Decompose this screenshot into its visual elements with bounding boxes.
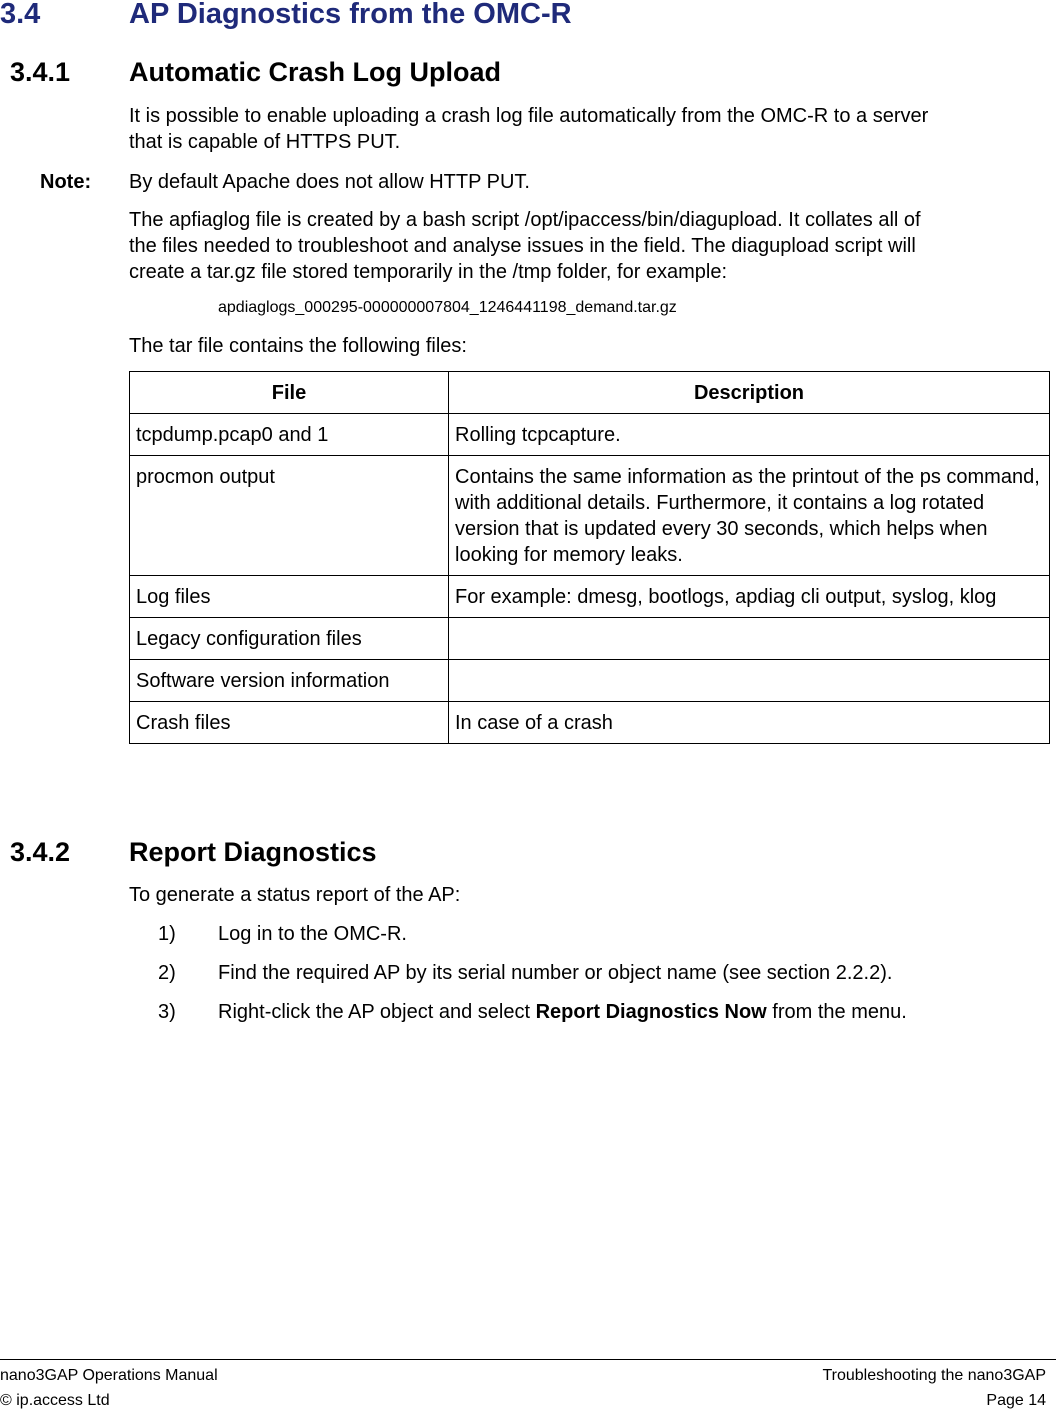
table-row xyxy=(130,456,1050,576)
table-header-file: File xyxy=(130,372,449,414)
subsection-number: 3.4.2 xyxy=(10,837,71,867)
table-cell-file: Log files xyxy=(130,576,449,618)
footer-copyright: © ip.access Ltd xyxy=(0,1392,110,1409)
step-text-post: from the menu. xyxy=(766,1001,907,1023)
step-number: 2) xyxy=(158,962,176,984)
paragraph-line: The apfiaglog file is created by a bash script /opt/ipaccess/bin/diagupload. It collates all of xyxy=(129,209,921,231)
table-cell-description: In case of a crash xyxy=(449,702,1050,744)
footer-page-number: Page 14 xyxy=(986,1392,1046,1409)
paragraph-line: The tar file contains the following files: xyxy=(129,335,467,357)
table-cell-description: For example: dmesg, bootlogs, apdiag cli output, syslog, klog xyxy=(449,576,1050,618)
footer-divider xyxy=(0,1359,1056,1360)
table-cell-description xyxy=(449,618,1050,660)
subsection-title: Automatic Crash Log Upload xyxy=(129,57,502,87)
step-text: Find the required AP by its serial number or object name (see section 2.2.2). xyxy=(218,962,893,984)
table-row xyxy=(130,618,1050,660)
step-text-pre: Right-click the AP object and select xyxy=(218,1001,536,1023)
paragraph-line: that is capable of HTTPS PUT. xyxy=(129,131,401,153)
footer-manual-title: nano3GAP Operations Manual xyxy=(0,1367,218,1384)
paragraph-line: It is possible to enable uploading a crash log file automatically from the OMC-R to a server xyxy=(129,105,929,127)
table-header-row xyxy=(130,372,1050,414)
example-filename: apdiaglogs_000295-000000007804_1246441198_demand.tar.gz xyxy=(218,299,677,316)
paragraph-line: the files needed to troubleshoot and analyse issues in the field. The diagupload script will xyxy=(129,235,916,257)
table-cell-file: Software version information xyxy=(130,660,449,702)
subsection-title: Report Diagnostics xyxy=(129,837,377,867)
table-row xyxy=(130,414,1050,456)
paragraph-line: create a tar.gz file stored temporarily in the /tmp folder, for example: xyxy=(129,261,728,283)
step-text: Log in to the OMC-R. xyxy=(218,923,407,945)
table-row xyxy=(130,702,1050,744)
note-text: By default Apache does not allow HTTP PUT. xyxy=(129,171,530,193)
table-row xyxy=(130,660,1050,702)
table-cell-file: Crash files xyxy=(130,702,449,744)
table-header-description: Description xyxy=(449,372,1050,414)
footer-chapter: Troubleshooting the nano3GAP xyxy=(822,1367,1046,1384)
table-cell-file: tcpdump.pcap0 and 1 xyxy=(130,414,449,456)
step-number: 3) xyxy=(158,1001,176,1023)
note-label: Note: xyxy=(40,171,92,193)
table-cell-file: procmon output xyxy=(130,456,449,576)
table-row xyxy=(130,576,1050,618)
table-cell-file: Legacy configuration files xyxy=(130,618,449,660)
step-number: 1) xyxy=(158,923,176,945)
table-cell-description xyxy=(449,660,1050,702)
subsection-number: 3.4.1 xyxy=(10,57,71,87)
steps-intro: To generate a status report of the AP: xyxy=(129,884,461,906)
section-number: 3.4 xyxy=(0,0,41,30)
step-text xyxy=(218,999,907,1025)
table-cell-description: Contains the same information as the printout of the ps command, with additional details. Furthermore, it contains a log rotated version that is updated every 30 seconds, which helps when looking for memory leaks. xyxy=(449,456,1050,576)
menu-item-name: Report Diagnostics Now xyxy=(535,1001,767,1023)
files-table xyxy=(129,371,1050,744)
table-cell-description: Rolling tcpcapture. xyxy=(449,414,1050,456)
section-title: AP Diagnostics from the OMC-R xyxy=(129,0,572,30)
